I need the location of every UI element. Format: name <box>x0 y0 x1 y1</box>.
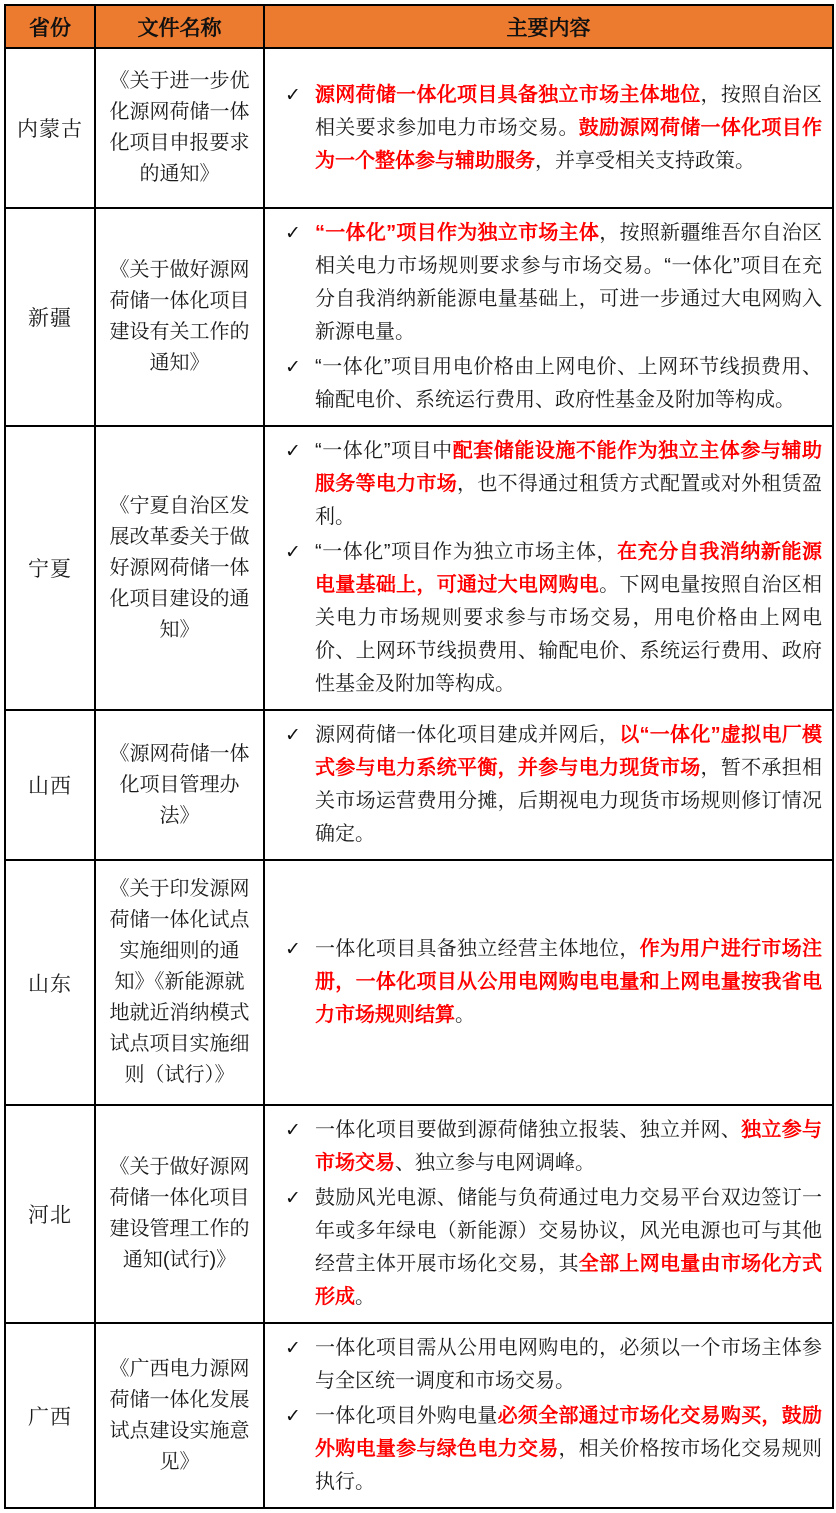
plain-text: 一体化项目外购电量 <box>315 1405 498 1427</box>
plain-text: 一体化项目需从公用电网购电的，必须以一个市场主体参与全区统一调度和市场交易。 <box>315 1337 822 1392</box>
document-name-cell: 《关于进一步优化源网荷储一体化项目申报要求的通知》 <box>95 48 264 208</box>
highlighted-text: 独立参与市场交易 <box>315 1119 823 1174</box>
document-name-cell: 《广西电力源网荷储一体化发展试点建设实施意见》 <box>95 1323 264 1508</box>
highlighted-text: 鼓励源网荷储一体化项目作为一个整体参与辅助服务 <box>315 116 823 172</box>
document-name-cell: 《关于做好源网荷储一体化项目建设有关工作的通知》 <box>95 208 264 426</box>
highlighted-text: 以“一体化”虚拟电厂模式参与电力系统平衡，并参与电力现货市场 <box>315 724 823 779</box>
main-content-cell <box>264 860 833 1105</box>
highlighted-text: 全部上网电量由市场化方式形成 <box>315 1253 823 1308</box>
table-row <box>5 48 833 208</box>
main-content-cell <box>264 426 833 710</box>
province-cell: 广西 <box>5 1323 95 1508</box>
main-content-cell <box>264 710 833 860</box>
table-row <box>5 710 833 860</box>
checkmark-icon: ✓ <box>285 357 301 378</box>
checkmark-icon: ✓ <box>285 542 301 563</box>
plain-text: “一体化”项目用电价格由上网电价、上网环节线损费用、输配电价、系统运行费用、政府性基金及附加等构成。 <box>315 356 822 411</box>
plain-text: ，也不得通过租赁方式配置或对外租赁盈利。 <box>315 473 823 528</box>
policy-table <box>4 4 834 1509</box>
plain-text: 源网荷储一体化项目建成并网后， <box>315 724 620 746</box>
highlighted-text: 在充分自我消纳新能源电量基础上，可通过大电网购电 <box>315 541 822 596</box>
province-cell: 河北 <box>5 1105 95 1323</box>
table-row <box>5 426 833 710</box>
highlighted-text: 作为用户进行市场注册，一体化项目从公用电网购电电量和上网电量按我省电力市场规则结算 <box>315 938 823 1026</box>
table-row <box>5 1323 833 1508</box>
bullet-point <box>277 217 822 349</box>
highlighted-text: 必须全部通过市场化交易购买，鼓励外购电量参与绿色电力交易 <box>315 1405 822 1460</box>
bullet-text <box>315 933 822 1032</box>
bullet-text <box>315 1114 822 1180</box>
bullet-text <box>315 79 822 178</box>
province-cell: 宁夏 <box>5 426 95 710</box>
bullet-text <box>315 435 822 534</box>
province-cell: 山东 <box>5 860 95 1105</box>
table-row <box>5 208 833 426</box>
table-row <box>5 1105 833 1323</box>
province-cell: 内蒙古 <box>5 48 95 208</box>
bullet-point <box>277 536 822 701</box>
checkmark-icon: ✓ <box>285 441 301 462</box>
province-cell: 山西 <box>5 710 95 860</box>
plain-text: ，按照自治区相关要求参加电力市场交易。 <box>315 83 823 139</box>
bullet-point <box>277 933 822 1032</box>
header-content: 主要内容 <box>264 5 833 48</box>
table-body <box>5 48 833 1508</box>
header-row <box>5 5 833 48</box>
bullet-point <box>277 351 822 417</box>
document-name-cell: 《关于印发源网荷储一体化试点实施细则的通知》《新能源就地就近消纳模式试点项目实施细则（试行）》 <box>95 860 264 1105</box>
main-content-cell <box>264 48 833 208</box>
checkmark-icon: ✓ <box>285 1120 301 1141</box>
document-name-cell: 《源网荷储一体化项目管理办法》 <box>95 710 264 860</box>
checkmark-icon: ✓ <box>285 1338 301 1359</box>
plain-text: ，按照新疆维吾尔自治区相关电力市场规则要求参与市场交易。“一体化”项目在充分自我消纳新能源电量基础上，可进一步通过大电网购入新源电量。 <box>315 222 823 343</box>
plain-text: 。 <box>355 1286 375 1308</box>
bullet-point <box>277 1114 822 1180</box>
province-cell: 新疆 <box>5 208 95 426</box>
bullet-point <box>277 1332 822 1398</box>
plain-text: ，相关价格按市场化交易规则执行。 <box>315 1438 822 1493</box>
checkmark-icon: ✓ <box>285 725 301 746</box>
main-content-cell <box>264 1323 833 1508</box>
table-header <box>5 5 833 48</box>
bullet-text <box>315 217 822 349</box>
bullet-text <box>315 1332 822 1398</box>
bullet-point <box>277 719 822 851</box>
highlighted-text: 源网荷储一体化项目具备独立市场主体地位 <box>315 83 701 106</box>
plain-text: 。 <box>455 1004 475 1026</box>
plain-text: ，暂不承担相关市场运营费用分摊，后期视电力现货市场规则修订情况确定。 <box>315 757 823 845</box>
checkmark-icon: ✓ <box>285 223 301 244</box>
bullet-text <box>315 1400 822 1499</box>
header-province: 省份 <box>5 5 95 48</box>
highlighted-text: 配套储能设施不能作为独立主体参与辅助服务等电力市场 <box>315 440 822 495</box>
main-content-cell <box>264 1105 833 1323</box>
bullet-point <box>277 1182 822 1314</box>
plain-text: 鼓励风光电源、储能与负荷通过电力交易平台双边签订一年或多年绿电（新能源）交易协议，风光电源也可与其他经营主体开展市场化交易，其 <box>315 1187 822 1275</box>
plain-text: 一体化项目要做到源荷储独立报装、独立并网、 <box>315 1119 742 1141</box>
checkmark-icon: ✓ <box>285 84 301 106</box>
checkmark-icon: ✓ <box>285 1406 301 1427</box>
plain-text: 、独立参与电网调峰。 <box>395 1152 595 1174</box>
checkmark-icon: ✓ <box>285 1188 301 1209</box>
plain-text: 。下网电量按照自治区相关电力市场规则要求参与市场交易，用电价格由上网电价、上网环节线损费用、输配电价、系统运行费用、政府性基金及附加等构成。 <box>315 574 823 695</box>
document-name-cell: 《宁夏自治区发展改革委关于做好源网荷储一体化项目建设的通知》 <box>95 426 264 710</box>
plain-text: “一体化”项目作为独立市场主体， <box>315 541 618 563</box>
bullet-text <box>315 1182 822 1314</box>
bullet-point <box>277 1400 822 1499</box>
document-name-cell: 《关于做好源网荷储一体化项目建设管理工作的通知(试行)》 <box>95 1105 264 1323</box>
main-content-cell <box>264 208 833 426</box>
bullet-point <box>277 435 822 534</box>
table-row <box>5 860 833 1105</box>
plain-text: ，并享受相关支持政策。 <box>535 149 755 172</box>
header-document: 文件名称 <box>95 5 264 48</box>
bullet-text <box>315 719 822 851</box>
bullet-point <box>277 79 822 178</box>
plain-text: “一体化”项目中 <box>315 440 453 462</box>
checkmark-icon: ✓ <box>285 939 301 960</box>
plain-text: 一体化项目具备独立经营主体地位， <box>315 938 640 960</box>
highlighted-text: “一体化”项目作为独立市场主体 <box>315 222 600 244</box>
bullet-text <box>315 351 822 417</box>
bullet-text <box>315 536 822 701</box>
